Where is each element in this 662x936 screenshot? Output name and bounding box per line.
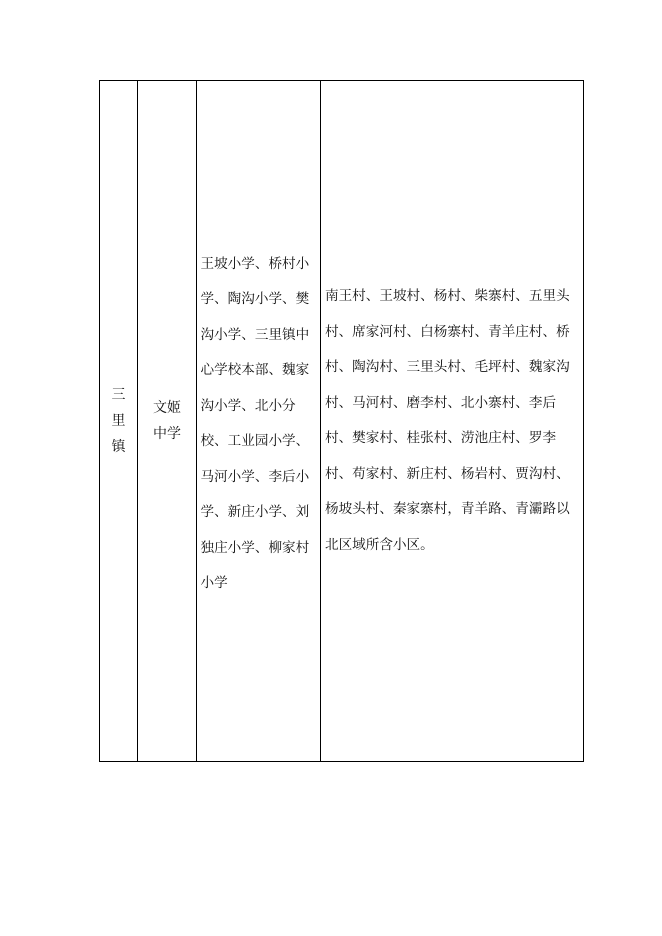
town-name: 三里镇 (111, 387, 126, 455)
school-cell (138, 81, 197, 761)
enrollment-table (99, 80, 584, 762)
service-area-text: 南王村、王坡村、杨村、柴寨村、五里头村、席家河村、白杨寨村、青羊庄村、桥村、陶沟村、三里头村、毛坪村、魏家沟村、马河村、磨李村、北小寨村、李后村、樊家村、桂张村、涝池庄村、罗李村、苟家村、新庄村、杨岩村、贾沟村、杨坡头村、秦家寨村，青羊路、青灞路以北区域所含小区。 (325, 288, 570, 553)
service-area-cell (321, 81, 583, 761)
primary-schools-list: 王坡小学、桥村小学、陶沟小学、樊沟小学、三里镇中心学校本部、魏家沟小学、北小分校、工业园小学、马河小学、李后小学、新庄小学、刘独庄小学、柳家村小学 (200, 255, 310, 591)
town-cell (100, 81, 138, 761)
primary-schools-cell (197, 81, 321, 761)
middle-school-name: 文姬中学 (153, 400, 181, 442)
